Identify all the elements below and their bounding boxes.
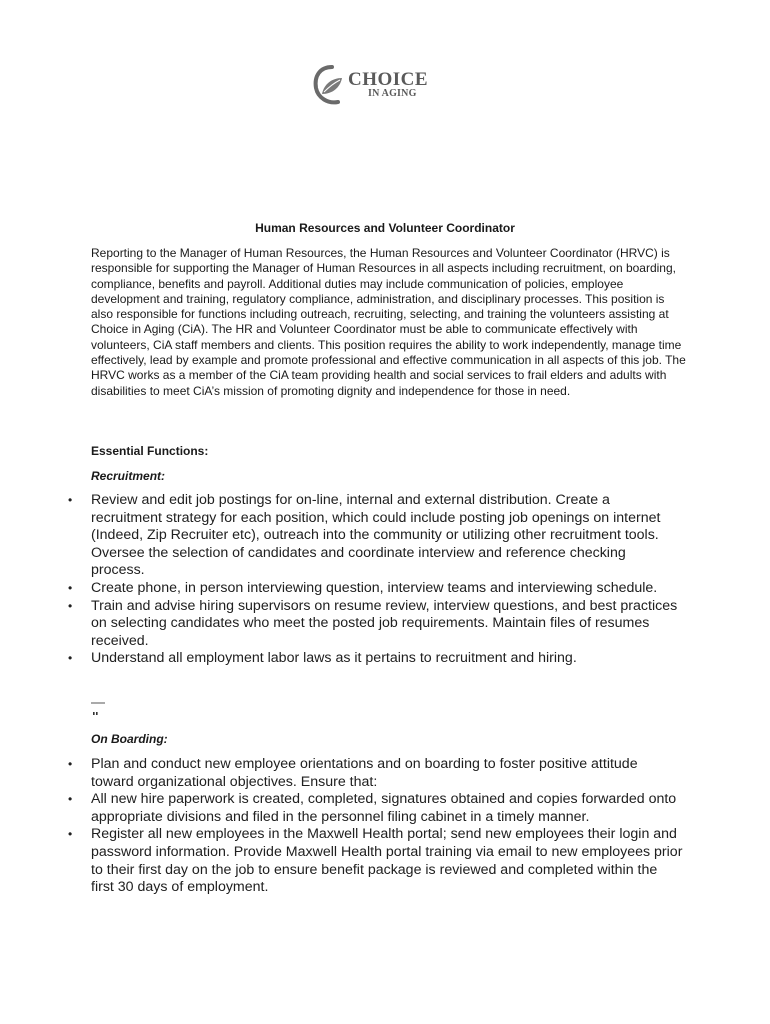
list-item-text: Register all new employees in the Maxwell Health portal; send new employees their login and password information. Provide Maxwell Health portal training via email to new employees prior to their first day on the job to ensure benefit package is reviewed and completed within the first 30 days of employment. [91, 826, 683, 896]
list-item [0, 598, 683, 651]
recruitment-list [0, 492, 770, 668]
bullet-icon: • [68, 651, 73, 666]
list-item [0, 826, 683, 896]
recruitment-heading: Recruitment: [91, 469, 166, 483]
bullet-icon: • [68, 598, 73, 613]
bullet-icon: • [68, 493, 73, 507]
list-item-text: Plan and conduct new employee orientations and on boarding to foster positive attitude toward organizational objectives. Ensure that: [91, 756, 638, 790]
bullet-icon: • [68, 792, 73, 807]
logo-wordmark: CHOICE [348, 69, 429, 90]
stray-marks [91, 698, 107, 718]
intro-paragraph: Reporting to the Manager of Human Resources, the Human Resources and Volunteer Coordinator (HRVC) is responsible for supporting the Manager of Human Resources in all aspects including recruitment, on boarding, compliance, benefits and payroll. Additional duties may include communication of policies, employee development and training, regulatory compliance, administration, and disciplinary processes. This position is also responsible for functions including outreach, recruiting, selecting, and training the volunteers assisting at Choice in Aging (CiA). The HR and Volunteer Coordinator must be able to communicate effectively with volunteers, CiA staff members and clients. This position requires the ability to work independently, manage time effectively, lead by example and promote professional and effective communication in all aspects of this job. The HRVC works as a member of the CiA team providing health and social services to frail elders and adults with disabilities to meet CiA’s mission of promoting dignity and independence for those in need. [91, 246, 686, 398]
list-item [0, 650, 683, 668]
list-item [0, 791, 683, 826]
choice-in-aging-logo [312, 64, 436, 106]
on-boarding-heading: On Boarding: [91, 732, 168, 746]
bullet-icon: • [68, 757, 73, 771]
list-item [0, 492, 683, 580]
list-item-text: Train and advise hiring supervisors on resume review, interview questions, and best practices on selecting candidates who meet the posted job requirements. Maintain files of resumes received. [91, 597, 678, 649]
bullet-icon: • [68, 827, 73, 842]
page-title: Human Resources and Volunteer Coordinator [255, 221, 515, 235]
list-item-text: Understand all employment labor laws as it pertains to recruitment and hiring. [91, 650, 577, 667]
on-boarding-list [0, 756, 770, 897]
list-item-text: Review and edit job postings for on-line, internal and external distribution. Create a recruitment strategy for each position, which could include posting job openings on internet (Indeed, Zip Recruiter etc), outreach into the community or utilizing other recruitment tools. Oversee the selection of candidates and coordinate interview and reference checking process. [91, 492, 661, 579]
bullet-icon: • [68, 580, 73, 595]
essential-functions-heading: Essential Functions: [91, 444, 209, 458]
leaf-swirl-icon [312, 64, 352, 106]
list-item-text: Create phone, in person interviewing question, interview teams and interviewing schedule. [91, 579, 658, 596]
list-item-text: All new hire paperwork is created, completed, signatures obtained and copies forwarded onto appropriate divisions and filed in the personnel filing cabinet in a timely manner. [91, 791, 677, 825]
list-item [0, 756, 683, 791]
list-item [0, 580, 683, 598]
logo-tagline: IN AGING [368, 88, 417, 99]
